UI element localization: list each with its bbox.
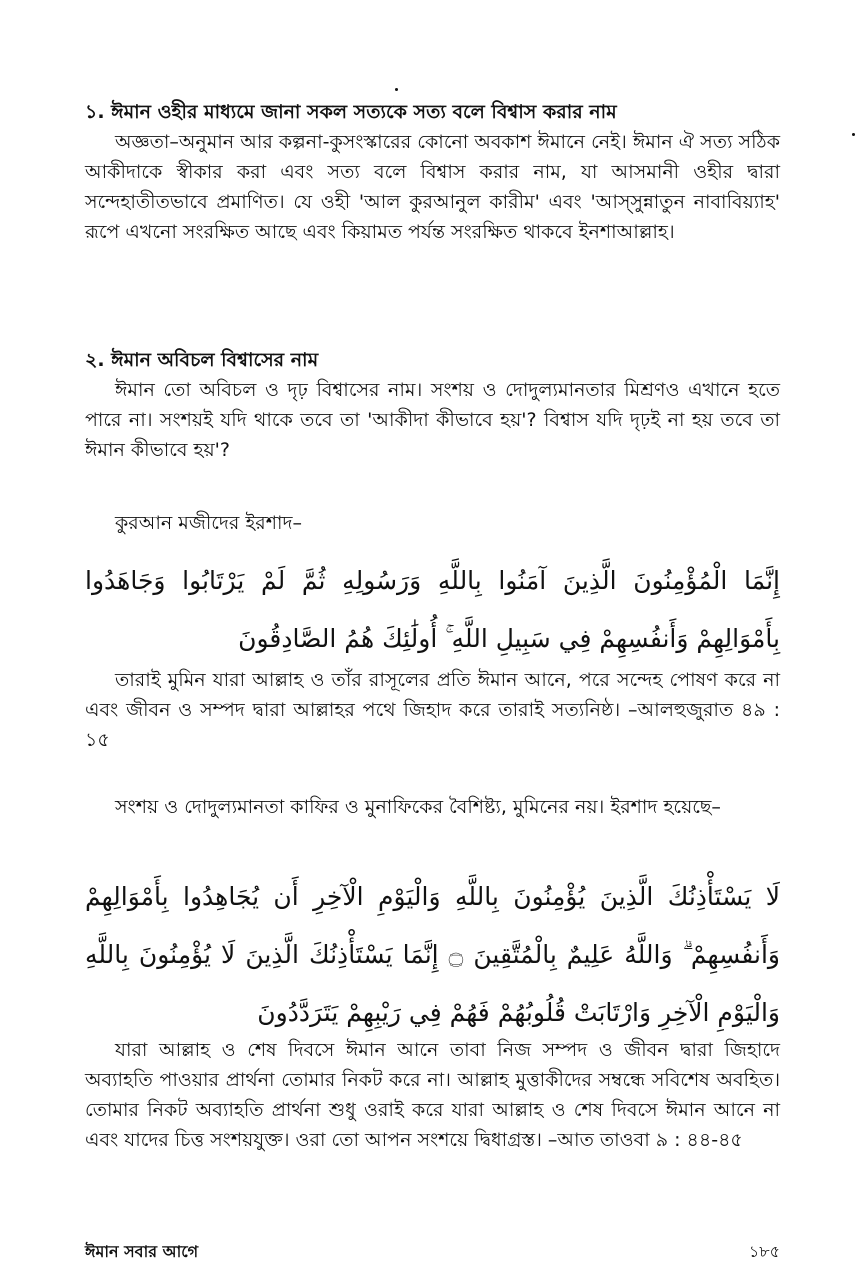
- arabic-verse-2: لَا يَسْتَأْذِنُكَ الَّذِينَ يُؤْمِنُونَ بِاللَّهِ وَالْيَوْمِ الْآخِرِ أَن يُجَاهِدُوا بِأَمْوَالِهِمْ وَأَنفُسِهِمْ ۗ وَاللَّهُ عَلِيمٌ بِالْمُتَّقِينَ ۝ إِنَّمَا يَسْتَأْذِنُكَ الَّذِينَ لَا يُؤْمِنُونَ بِاللَّهِ وَالْيَوْمِ الْآخِرِ وَارْتَابَتْ قُلُوبُهُمْ فَهُمْ فِي رَيْبِهِمْ يَتَرَدَّدُونَ: [85, 882, 781, 1027]
- arabic-verse-2-block: [85, 868, 780, 1042]
- verse-translation: তারাই মুমিন যারা আল্লাহ ও তাঁর রাসূলের প্রতি ঈমান আনে, পরে সন্দেহ পোষণ করে না এবং জীবন ও সম্পদ দ্বারা আল্লাহর পথে জিহাদ করে তারাই সত্যনিষ্ঠ। –আলহুজুরাত ৪৯ : ১৫: [85, 669, 780, 751]
- quran-intro: কুরআন মজীদের ইরশাদ–: [115, 512, 302, 534]
- scan-speck: [852, 133, 855, 136]
- page-number: ১৮৫: [748, 1241, 780, 1261]
- page-footer: [85, 1240, 780, 1264]
- section-2-paragraph-2: সংশয় ও দোদুল্যমানতা কাফির ও মুনাফিকের বৈশিষ্ট্য, মুমিনের নয়। ইরশাদ হয়েছে–: [115, 796, 721, 818]
- section-2-heading: ২. ঈমান অবিচল বিশ্বাসের নাম: [85, 349, 319, 371]
- scan-speck: [395, 88, 398, 91]
- section-2-paragraph: ঈমান তো অবিচল ও দৃঢ় বিশ্বাসের নাম। সংশয় ও দোদুল্যমানতার মিশ্রণও এখানে হতে পারে না। সংশয়ই যদি থাকে তবে তা 'আকীদা কীভাবে হয়'? বিশ্বাস যদি দৃঢ়ই না হয় তবে তা ঈমান কীভাবে হয়'?: [85, 379, 780, 461]
- section-2: [85, 345, 780, 465]
- translation-block: [85, 665, 780, 755]
- arabic-verse-block: [85, 552, 780, 668]
- quran-intro-block: [85, 508, 780, 538]
- section-1-paragraph: অজ্ঞতা–অনুমান আর কল্পনা-কুসংস্কারের কোনো অবকাশ ঈমানে নেই। ঈমান ঐ সত্য সঠিক আকীদাকে স্বীকার করা এবং সত্য বলে বিশ্বাস করার নাম, যা আসমানী ওহীর দ্বারা সন্দেহাতীতভাবে প্রমাণিত। যে ওহী 'আল কুরআনুল কারীম' এবং 'আস্‌সুন্নাতুন নাবাবিয়্যাহ' রূপে এখনো সংরক্ষিত আছে এবং কিয়ামত পর্যন্ত সংরক্ষিত থাকবে ইনশাআল্লাহ।: [85, 131, 780, 243]
- arabic-verse: إِنَّمَا الْمُؤْمِنُونَ الَّذِينَ آمَنُوا بِاللَّهِ وَرَسُولِهِ ثُمَّ لَمْ يَرْتَابُوا وَجَاهَدُوا بِأَمْوَالِهِمْ وَأَنفُسِهِمْ فِي سَبِيلِ اللَّهِ ۚ أُولَٰئِكَ هُمُ الصَّادِقُونَ: [85, 566, 780, 653]
- section-1: [85, 97, 780, 247]
- translation-2-block: [85, 1035, 780, 1155]
- paragraph-2-block: [85, 792, 780, 822]
- verse-translation-2: যারা আল্লাহ ও শেষ দিবসে ঈমান আনে তাবা নিজ সম্পদ ও জীবন দ্বারা জিহাদে অব্যাহতি পাওয়ার প্রার্থনা তোমার নিকট করে না। আল্লাহ মুত্তাকীদের সম্বন্ধে সবিশেষ অবহিত। তোমার নিকট অব্যাহতি প্রার্থনা শুধু ওরাই করে যারা আল্লাহ ও শেষ দিবসে ঈমান আনে না এবং যাদের চিত্ত সংশয়যুক্ত। ওরা তো আপন সংশয়ে দ্বিধাগ্রস্ত। –আত তাওবা ৯ : ৪৪-৪৫: [85, 1039, 780, 1151]
- section-1-heading: ১. ঈমান ওহীর মাধ্যমে জানা সকল সত্যকে সত্য বলে বিশ্বাস করার নাম: [85, 101, 617, 123]
- book-title: ঈমান সবার আগে: [85, 1241, 199, 1261]
